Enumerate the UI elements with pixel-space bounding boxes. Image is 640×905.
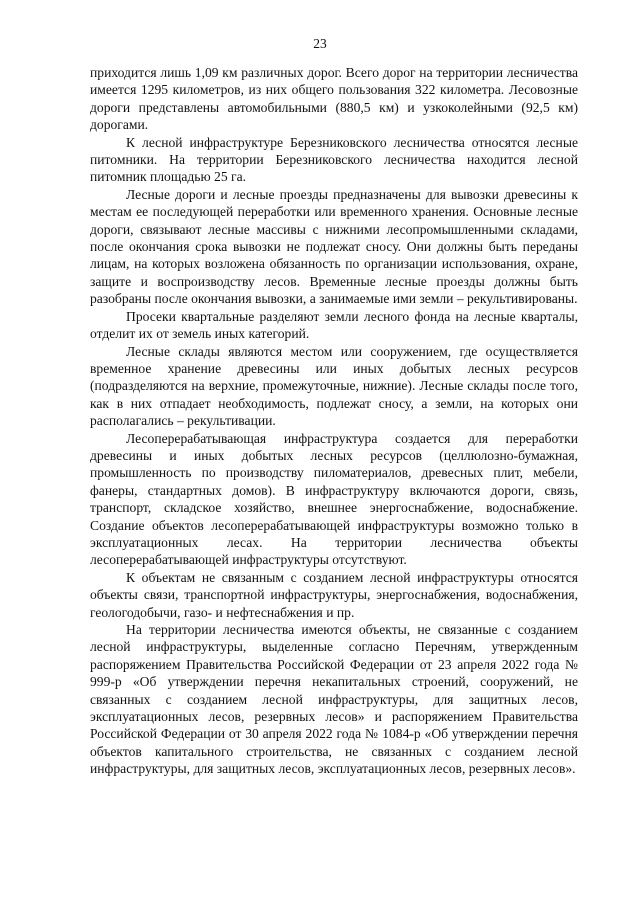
page-number: 23 (313, 36, 327, 51)
paragraph-non-forest-objects: К объектам не связанным с созданием лесной инфраструктуры относятся объекты связи, транспортной инфраструктуры, энергоснабжения, водоснабжения, геологодобычи, газо- и нефтеснабжения и пр. (90, 569, 578, 620)
paragraph-clearings: Просеки квартальные разделяют земли лесного фонда на лесные кварталы, отделит их от земель иных категорий. (90, 308, 578, 342)
paragraph-government-orders: На территории лесничества имеются объекты, не связанные с созданием лесной инфраструктуры, выделенные согласно Перечням, утвержденным распоряжением Правительства Российской Федерации от 23 апреля 2022 года № 999-р «Об утверждении перечня некапитальных строений, сооружений, не связанных с созданием лесной инфраструктуры, для защитных лесов, эксплуатационных лесов, резервных лесов» и распоряжением Правительства Российской Федерации от 30 апреля 2022 года № 1084-р «Об утверждении перечня объектов капитального строительства, не связанных с созданием лесной инфраструктуры, для защитных лесов, эксплуатационных лесов, резервных лесов». (90, 622, 578, 777)
paragraph-roads-continuation: приходится лишь 1,09 км различных дорог. Всего дорог на территории лесничества имеется 1295 километров, из них общего пользования 322 километра. Лесовозные дороги представлены автомобильными (880,5 км) и узкоколейными (92,5 км) дорогами. (90, 65, 578, 133)
paragraph-forest-roads: Лесные дороги и лесные проезды предназначены для вывозки древесины к местам ее последующей переработки или временного хранения. Основные лесные дороги, связывают лесные массивы с нижними лесопромышленными складами, после окончания срока вывозки не подлежат сносу. Они должны быть переданы лицам, на которых возложена обязанность по организации использования, охране, защите и воспроизводству лесов. Временные лесные проезды должны быть разобраны после окончания вывозки, а занимаемые ими земли – рекультивированы. (90, 186, 578, 307)
paragraph-forest-warehouses: Лесные склады являются местом или сооружением, где осуществляется временное хранение древесины или иных добытых лесных ресурсов (подразделяются на верхние, промежуточные, нижние). Лесные склады после того, как в них отпадает необходимость, подлежат сносу, а земли, на которых они располагались – рекультивации. (90, 343, 578, 429)
paragraph-processing-infrastructure: Лесоперерабатывающая инфраструктура создается для переработки древесины и иных добытых лесных ресурсов (целлюлозно-бумажная, промышленность по производству пиломатериалов, древесных плит, мебели, фанеры, стандартных домов). В инфраструктуру включаются дороги, связь, транспорт, складское хозяйство, внешнее энергоснабжение, водоснабжение. Создание объектов лесоперерабатывающей инфраструктуры возможно только в эксплуатационных лесах. На территории лесничества объекты лесоперерабатывающей инфраструктуры отсутствуют. (90, 430, 578, 568)
paragraph-forest-nurseries: К лесной инфраструктуре Березниковского лесничества относятся лесные питомники. На территории Березниковского лесничества находится лесной питомник площадью 25 га. (90, 134, 578, 185)
document-body (90, 64, 578, 778)
